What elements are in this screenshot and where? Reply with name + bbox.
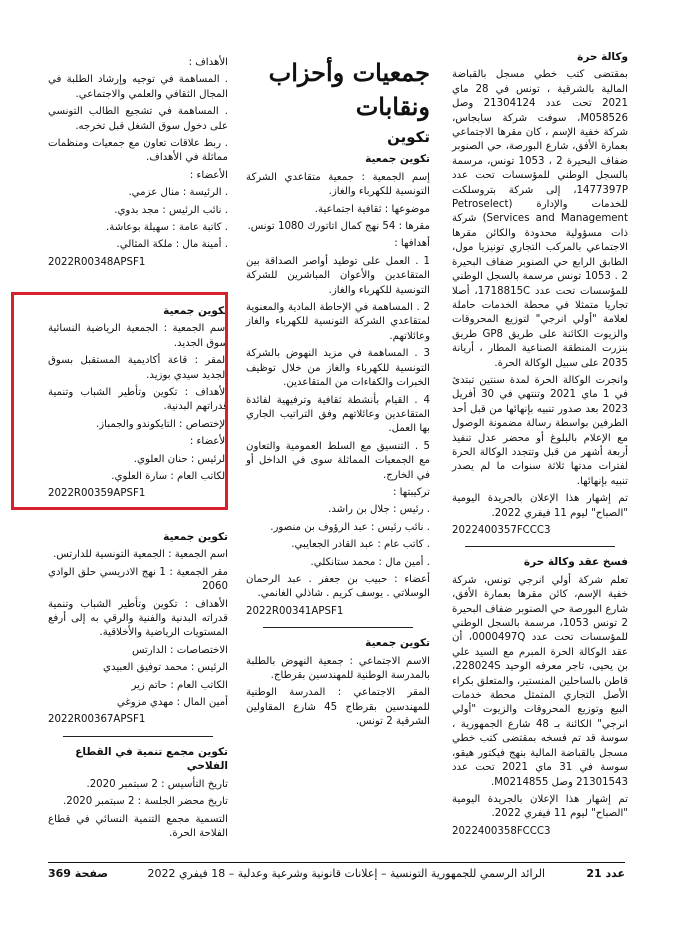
list-item: . المساهمة في تشجيع الطالب التونسي على دخول سوق الشغل قبل تخرجه. xyxy=(48,106,228,132)
paragraph: مقر الجمعية : 1 نهج الادريسي حلق الوادي 2060 xyxy=(48,566,228,593)
list-item: . رئيس : جلال بن راشد. xyxy=(328,504,430,516)
right-column xyxy=(452,44,628,842)
paragraph: التسمية مجمع التنمية النسائي في قطاع الفلاحة الحرة. xyxy=(48,813,228,839)
paragraph: المقر الاجتماعي : المدرسة الوطنية للمهندسين بقرطاج 45 شارع المقاولين الشرقية 2 تونس. xyxy=(246,687,430,728)
label: الأعضاء : xyxy=(189,436,228,448)
list-item: الرئيس : محمد توفيق العبيدي xyxy=(103,662,228,674)
section-heading: جمعيات وأحزاب xyxy=(268,58,430,87)
paragraph: تاريخ محضر الجلسة : 2 سبتمبر 2020. xyxy=(63,796,228,808)
section-title: تكوين جمعية xyxy=(163,531,228,543)
section-title: تكوين جمعية xyxy=(163,305,228,317)
divider xyxy=(63,736,213,737)
highlight-box xyxy=(11,292,228,510)
list-item: أعضاء : حبيب بن جعفر . عبد الرحمان الوسلاتي . يوسف كريم . شاذلي الغانمي. xyxy=(246,573,430,600)
list-item: . أمين مال : محمد ستانكلي. xyxy=(310,556,430,568)
section-title: وكالة حرة xyxy=(577,51,628,63)
label: الأعضاء : xyxy=(189,169,228,181)
list-item: . الرئيسة : منال عزمي. xyxy=(128,187,228,199)
paragraph: تعلم شركة أولي انرجي تونس، شركة خفية الإسم، كائن مقرها بعمارة الأفق، شارع البورصة حي الصنوبر ضفاف البحيرة 2 تونس 1053، مرسمة بالسجل الوطني للمؤسسات تحت عدد 0000497Q، أن عقد الوكالة الحرة المبرم مع السيد علي بن يحيى، تاجر معرفه الوحيد 228024S، قاطن بالساحلين المنستير، والمتعلق بكراء الأصل التجاري المتمثل محطة خدمات البيع وتوزيع المحروقات والزيوت "أولي انرجي" الكائنة بـ 48 شارع الجمهورية ، سوسة قد تم فسخه بمقتضى كتب خطي مسجل بالقباضة المالية بنهج فيكتور هيقو، سوسة في 31 ماي 2021 تحت عدد 21301543 وصل M0214855. xyxy=(452,574,629,788)
paragraph: تاريخ التأسيس : 2 سبتمبر 2020. xyxy=(86,778,228,790)
section-subheading: تكوين xyxy=(387,128,430,146)
paragraph: الأهداف : تكوين وتأطير الشباب وتنمية قدراتهم البدنية. xyxy=(48,387,228,413)
section-heading: ونقابات xyxy=(355,92,430,121)
reference-code: 2022R00341APSF1 xyxy=(246,605,344,617)
list-item: الرئيس : حنان العلوي. xyxy=(133,453,228,465)
section-title: تكوين جمعية xyxy=(365,153,430,166)
list-item: 1 . العمل على توطيد أواصر الصداقة بين المتقاعدين والأعوان المباشرين للشركة التونسية للكهرباء والغاز. xyxy=(246,255,430,296)
paragraph: مقرها : 54 نهج كمال اتاتورك 1080 تونس. xyxy=(247,221,430,233)
paragraph: الاختصاصات : الدارتس xyxy=(131,644,228,656)
list-item: . أمينة مال : ملكة المثالي. xyxy=(116,239,228,251)
paragraph: وانجرت الوكالة الحرة لمدة سنتين تبتدئ في 1 ماي 2021 وتنتهي في 30 أفريل 2023 بعد صدور تنبيه بإنهائها من قبل أحد الطرفين بواسطة رسالة مضمونة الوصول مع الإعلام بالبلوغ أو محضر عدل تنفيذ أربعة أشهر من قبل وتتجدد الوكالة الحرة لفترات مدتها ثلاثة سنوات ما لم يصدر تنبيه بإنهائها. xyxy=(452,374,629,487)
paragraph: اسم الجمعية : الجمعية التونسية للدارتس. xyxy=(53,549,228,561)
paragraph: المقر : قاعة أكاديمية المستقبل بسوق الجديد سيدي بوزيد. xyxy=(48,355,228,381)
section-title: تكوين جمعية xyxy=(365,637,430,650)
paragraph: تم إشهار هذا الإعلان بالجريدة اليومية "الصباح" ليوم 11 فيفري 2022. xyxy=(452,793,628,820)
reference-code: 2022R00348APSF1 xyxy=(48,256,146,268)
reference-code: 2022R00359APSF1 xyxy=(48,488,146,500)
issue-number: عدد 21 xyxy=(586,867,625,880)
divider xyxy=(263,627,413,628)
list-item: . ربط علاقات تعاون مع جمعيات ومنظمات مماثلة في الأهداف. xyxy=(48,138,228,164)
middle-column xyxy=(246,56,430,733)
paragraph: بمقتضى كتب خطي مسجل بالقباضة المالية بالشرقية ، تونس في 28 ماي 2021 تحت عدد 21304124 وصل M058526، سوفت شركة سابجاس، شركة خفية الإسم ، كان مقرها الاجتماعي بعمارة الأفق، شارع البورصة، حي الصنوبر ضفاف البحيرة 2 ، 1053 تونس، مرسمة بالسجل الوطني للمؤسسات تحت عدد 1477397P، إلى شركة بتروسلكت للخدمات والإدارة (Petroselect Services and Management) شركة ذات مسؤولية محدودة والكائن مقرها الاجتماعي بالمركب التجاري تونيزيا مول، الطابق الرابع حي الصنوبر ضفاف البحيرة 2 . 1053 تونس مرسمة بالسجل الوطني للمؤسسات تحت عدد 1718815C، أصلا تجاريا متمثلا في محطة الخدمات حاملة لعلامة "أولي انرجي" لتوزيع المحروقات والزيوت الكائنة على طريق GP8 طريق بنزرت المنطقة الصناعية المطار ، أريانة 2035 على سبيل الوكالة الحرة. xyxy=(452,69,629,369)
footer-title: الرائد الرسمي للجمهورية التونسية – إعلانات قانونية وشرعية وعدلية – 18 فيفري 2022 xyxy=(147,867,545,880)
label: أهدافها : xyxy=(394,238,430,250)
section-title: تكوين مجمع تنمية في القطاع الفلاحي xyxy=(75,745,228,773)
list-item: الكاتب العام : سارة العلوي. xyxy=(111,471,228,483)
section-title: فسخ عقد وكالة حرة xyxy=(523,556,628,569)
page-number: صفحة 369 xyxy=(48,867,108,880)
label: تركيبتها : xyxy=(393,486,430,498)
paragraph: موضوعها : ثقافية اجتماعية. xyxy=(314,203,430,215)
list-item: . كاتب عام : عبد القادر الجعايبي. xyxy=(291,539,430,551)
paragraph: إسم الجمعية : الجمعية الرياضية النسائية سوق الجديد. xyxy=(48,323,228,349)
divider xyxy=(465,546,615,547)
left-column-lower xyxy=(48,524,228,844)
list-item: الكاتب العام : حاتم زير xyxy=(131,679,228,691)
paragraph: الاسم الاجتماعي : جمعية النهوض بالطلبة بالمدرسة الوطنية للمهندسين بقرطاج. xyxy=(246,655,430,681)
label: الأهداف : xyxy=(188,57,228,68)
reference-code: 2022400357FCCC3 xyxy=(452,525,551,536)
list-item: 2 . المساهمة في الإحاطة المادية والمعنوية لمتقاعدي الشركة التونسية للكهرباء والغاز وعائلاتهم. xyxy=(246,302,430,342)
list-item: . المساهمة في توجيه وإرشاد الطلبة في المجال الثقافي والعلمي والاجتماعي. xyxy=(48,74,228,100)
paragraph: الأهداف : تكوين وتأطير الشباب وتنمية قدراته البدنية والفنية والرقي به إلى أرفع المستويات الرياضية والأخلاقية. xyxy=(48,598,228,639)
page-footer xyxy=(48,862,625,883)
paragraph: إسم الجمعية : جمعية متقاعدي الشركة التونسية للكهرباء والغاز. xyxy=(246,171,430,198)
paragraph: تم إشهار هذا الإعلان بالجريدة اليومية "الصباح" ليوم 11 فيفري 2022. xyxy=(452,493,628,519)
list-item: 3 . المساهمة في مزيد النهوض بالشركة التونسية للكهرباء والغاز من خلال توظيف الخبرات والكفاءات من المتقاعدين. xyxy=(246,348,430,389)
paragraph: الإختصاص : التايكوندو والجمباز. xyxy=(95,418,228,430)
left-column xyxy=(48,56,228,273)
list-item: . نائب رئيس : عبد الرؤوف بن منصور. xyxy=(270,521,430,533)
list-item: . كاتبة عامة : سهيلة بوعاشة. xyxy=(106,222,228,234)
list-item: أمين المال : مهدي مزوغي xyxy=(116,697,228,709)
list-item: . نائب الرئيس : مجد بدوي. xyxy=(114,204,228,216)
reference-code: 2022R00367APSF1 xyxy=(48,714,146,726)
list-item: 4 . القيام بأنشطة ثقافية وترفيهية لفائدة المتقاعدين وعائلاتهم وفق التراتيب الجاري بها العمل. xyxy=(246,394,430,435)
list-item: 5 . التنسيق مع السلط العمومية والتعاون مع الجمعيات المماثلة سوى في الداخل أو في الخارج. xyxy=(246,440,430,481)
reference-code: 2022400358FCCC3 xyxy=(452,825,551,837)
